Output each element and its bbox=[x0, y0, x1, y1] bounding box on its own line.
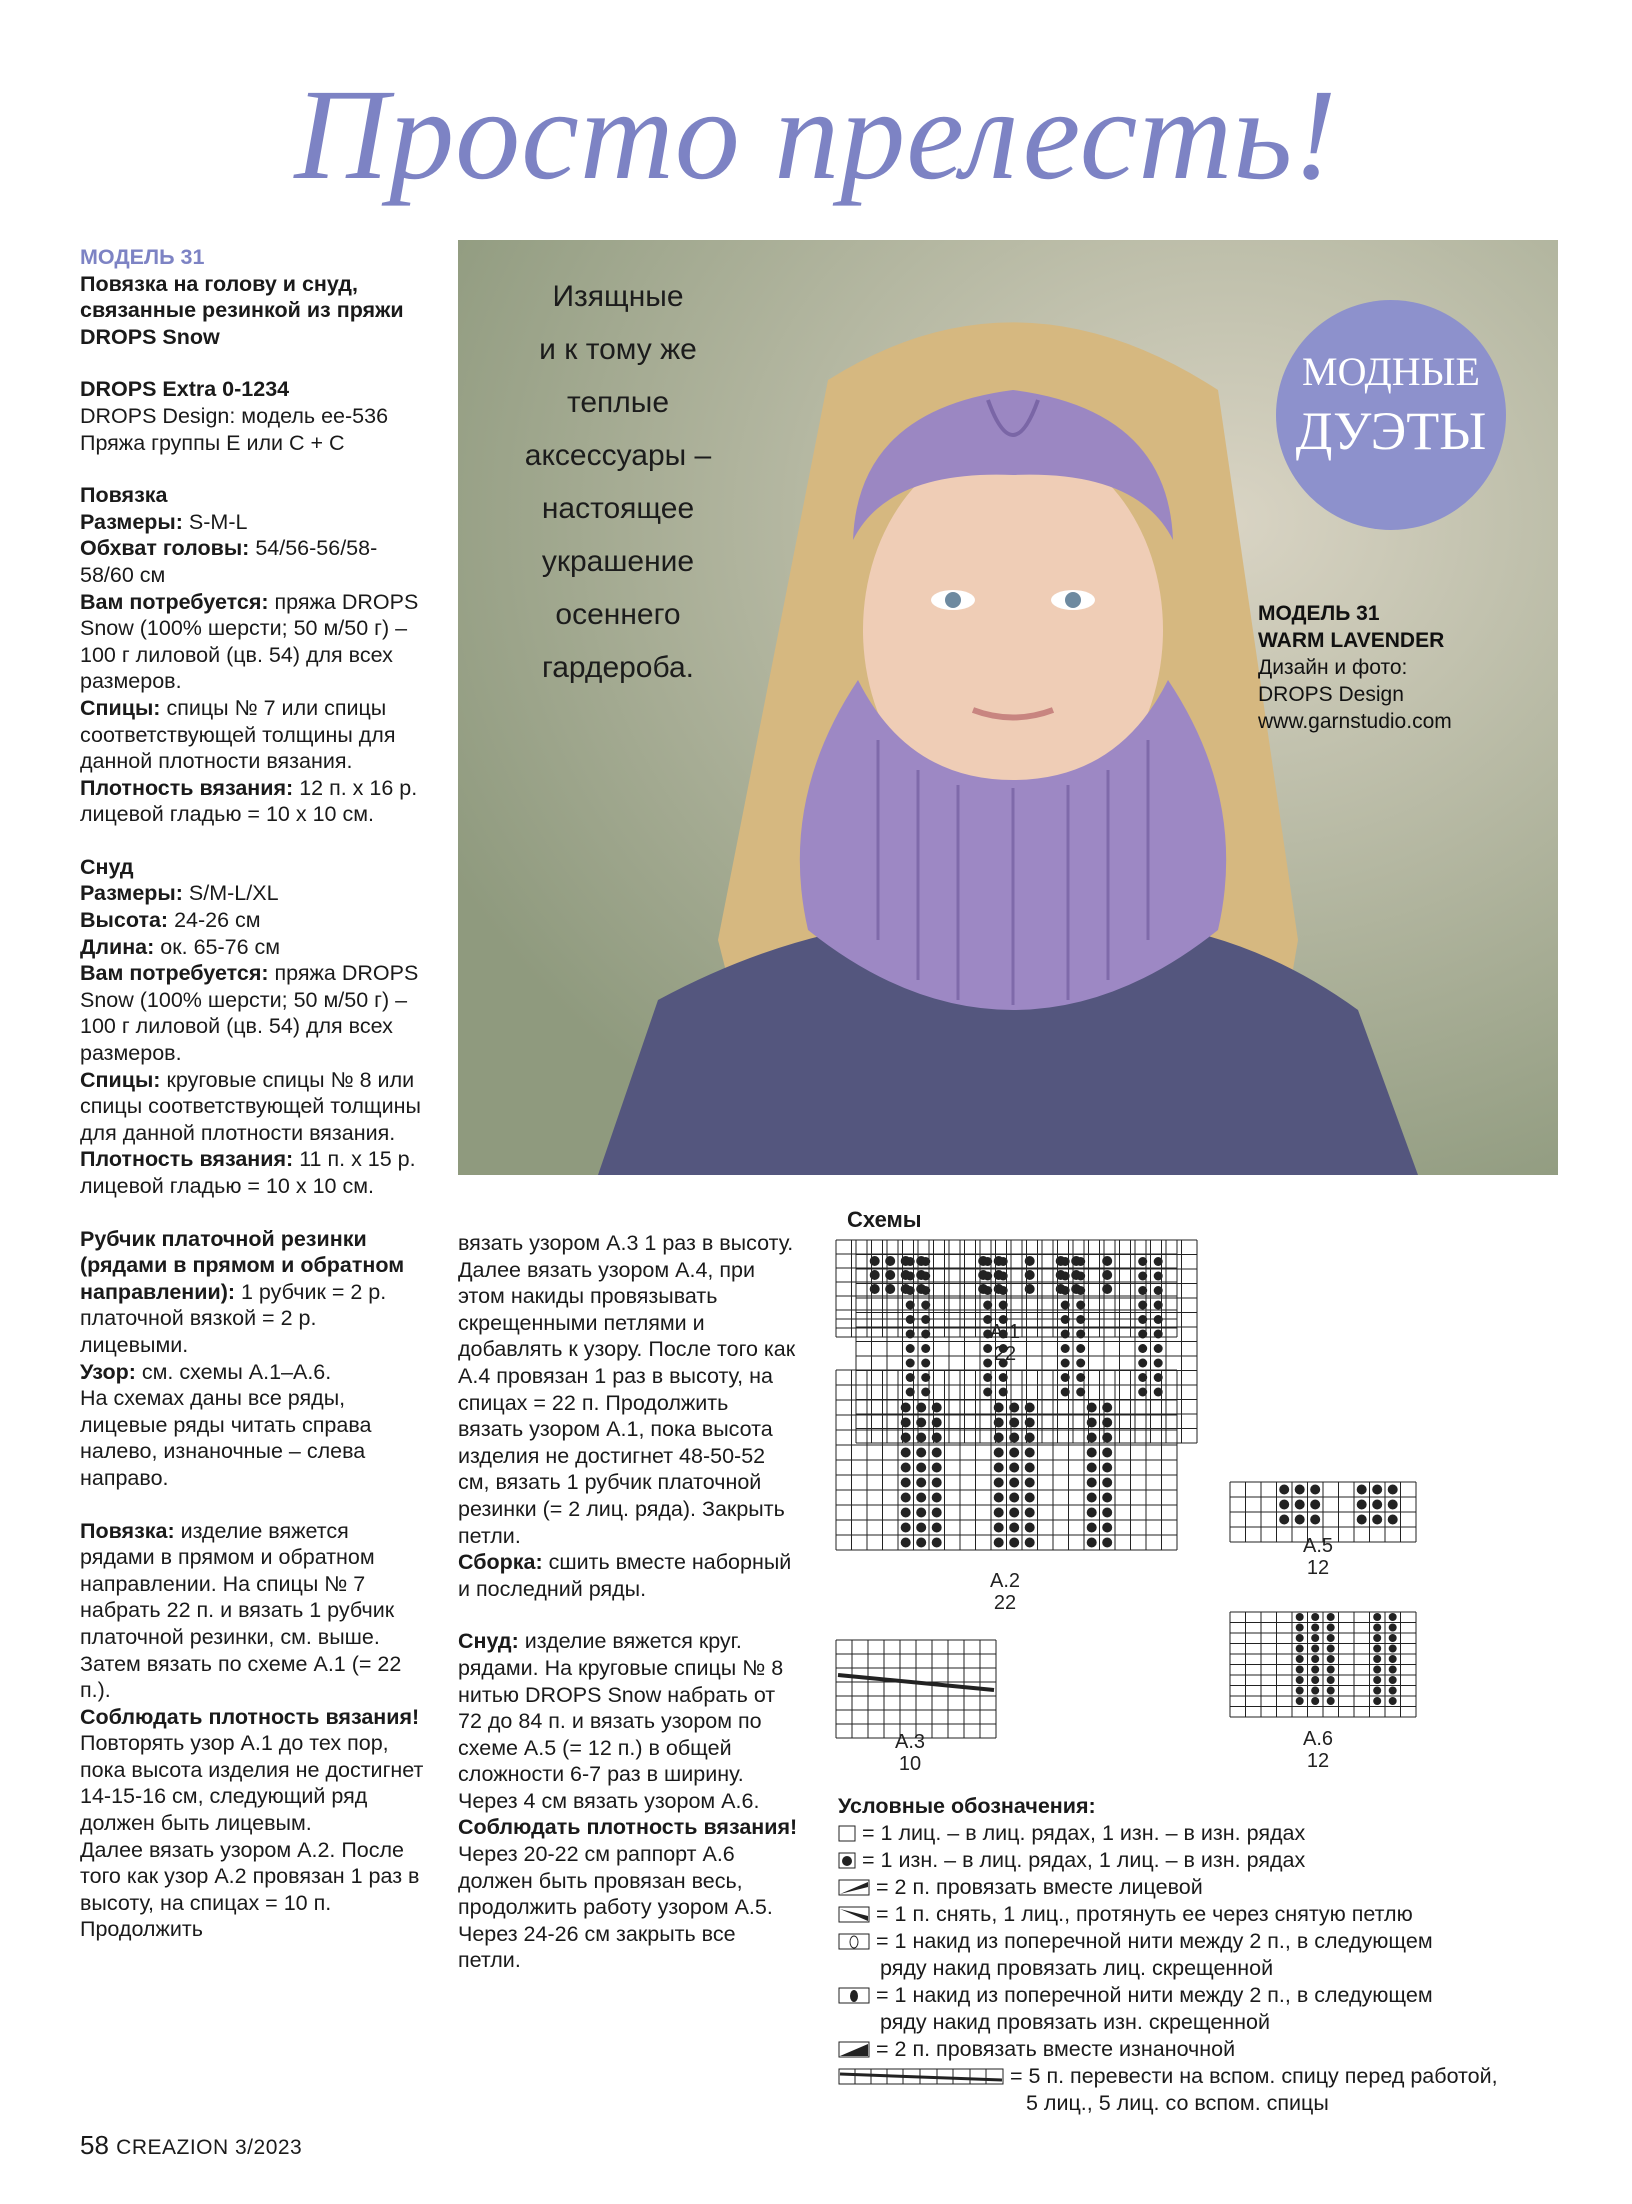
purl-stitch-mark bbox=[983, 1373, 992, 1382]
yarn-group: Пряжа группы E или C + C bbox=[80, 430, 345, 455]
purl-stitch-mark bbox=[983, 1359, 992, 1368]
purl-stitch-mark bbox=[1311, 1624, 1319, 1632]
purl-stitch-mark bbox=[1389, 1676, 1397, 1684]
purl-stitch-mark bbox=[999, 1388, 1008, 1397]
purl-stitch-mark bbox=[1154, 1315, 1163, 1324]
purl-stitch-mark bbox=[994, 1403, 1004, 1413]
purl-stitch-mark bbox=[1087, 1493, 1097, 1503]
legend-skp: = 1 п. снять, 1 лиц., протянуть ее через снятую петлю bbox=[838, 1901, 1628, 1928]
purl-stitch-mark bbox=[921, 1330, 930, 1339]
purl-stitch-mark bbox=[1357, 1500, 1367, 1510]
purl-stitch-mark bbox=[1311, 1613, 1319, 1621]
purl-stitch-mark bbox=[1296, 1624, 1304, 1632]
purl-stitch-mark bbox=[1076, 1388, 1085, 1397]
sn-materials: Вам потребуется: пряжа DROPS Snow (100% шерсти; 50 м/50 г) – 100 г лиловой (цв. 54) для всех размеров. bbox=[80, 961, 419, 1066]
purl-stitch-mark bbox=[916, 1448, 926, 1458]
purl-stitch-mark bbox=[1373, 1613, 1381, 1621]
purl-stitch-mark bbox=[916, 1508, 926, 1518]
purl-stitch-mark bbox=[1279, 1515, 1289, 1525]
purl-stitch-mark bbox=[1373, 1655, 1381, 1663]
purl-stitch-mark bbox=[1373, 1666, 1381, 1674]
purl-stitch-mark bbox=[870, 1270, 880, 1280]
purl-stitch-mark bbox=[1076, 1315, 1085, 1324]
purl-stitch-mark bbox=[1138, 1272, 1147, 1281]
purl-stitch-mark bbox=[1102, 1508, 1112, 1518]
chart-a6 bbox=[1230, 1612, 1416, 1717]
purl-stitch-mark bbox=[921, 1388, 930, 1397]
purl-stitch-mark bbox=[983, 1286, 992, 1295]
purl-stitch-mark bbox=[1087, 1403, 1097, 1413]
a1-label: А.1 bbox=[989, 1321, 1021, 1343]
purl-stitch-mark bbox=[1025, 1256, 1035, 1266]
headband-instructions-3: Далее вязать узором А.2. После того как узор А.2 провязан 1 раз в высоту, на спицах = 10 п. Продолжить bbox=[80, 1837, 420, 1942]
hb-density: Плотность вязания: 12 п. х 16 р. лицевой гладью = 10 х 10 см. bbox=[80, 775, 418, 827]
a6-count: 12 bbox=[1306, 1750, 1330, 1772]
purl-stitch-mark bbox=[1009, 1463, 1019, 1473]
purl-stitch-mark bbox=[906, 1373, 915, 1382]
legend-title: Условные обозначения: bbox=[838, 1794, 1096, 1818]
hb-sizes: Размеры: S-M-L bbox=[80, 509, 248, 534]
purl-stitch-mark bbox=[1061, 1388, 1070, 1397]
snood-instructions: Снуд: изделие вяжется круг. рядами. На круговые спицы № 8 нитью DROPS Snow набрать от 72 до 84 п. и вязать узором по схеме А.5 (= 12 п.) в общей сложности 6-7 раз в ширину. bbox=[458, 1629, 784, 1787]
purl-stitch-mark bbox=[1102, 1418, 1112, 1428]
purl-stitch-mark bbox=[1311, 1655, 1319, 1663]
purl-stitch-mark bbox=[1138, 1301, 1147, 1310]
purl-stitch-mark bbox=[1061, 1373, 1070, 1382]
purl-stitch-mark bbox=[916, 1493, 926, 1503]
purl-stitch-mark bbox=[1311, 1676, 1319, 1684]
legend-yo-purl: = 1 накид из поперечной нити между 2 п., в следующем bbox=[838, 1982, 1628, 2009]
purl-stitch-mark bbox=[901, 1418, 911, 1428]
purl-stitch-mark bbox=[1025, 1538, 1035, 1548]
purl-stitch-mark bbox=[1311, 1687, 1319, 1695]
purl-stitch-mark bbox=[1295, 1515, 1305, 1525]
purl-stitch-mark bbox=[1296, 1655, 1304, 1663]
purl-stitch-mark bbox=[999, 1373, 1008, 1382]
snood-instructions-4: Через 24-26 см закрыть все петли. bbox=[458, 1921, 736, 1973]
purl-stitch-mark bbox=[1087, 1538, 1097, 1548]
purl-stitch-mark bbox=[1327, 1655, 1335, 1663]
purl-stitch-mark bbox=[1154, 1359, 1163, 1368]
purl-stitch-mark bbox=[1087, 1463, 1097, 1473]
purl-stitch-mark bbox=[1295, 1500, 1305, 1510]
pattern-code: DROPS Extra 0-1234 bbox=[80, 377, 290, 402]
legend-yo-knit-2: ряду накид провязать лиц. скрещенной bbox=[880, 1956, 1274, 1980]
fashion-duets-badge: МОДНЫЕ ДУЭТЫ bbox=[1276, 300, 1506, 530]
purl-stitch-mark bbox=[1076, 1330, 1085, 1339]
legend-yo-knit: = 1 накид из поперечной нити между 2 п., в следующем bbox=[838, 1928, 1628, 1955]
purl-stitch-mark bbox=[1025, 1508, 1035, 1518]
purl-stitch-mark bbox=[1311, 1634, 1319, 1642]
purl-stitch-mark bbox=[1102, 1448, 1112, 1458]
purl-stitch-mark bbox=[1372, 1500, 1382, 1510]
purl-stitch-mark bbox=[932, 1523, 942, 1533]
purl-stitch-mark bbox=[1138, 1344, 1147, 1353]
footer bbox=[80, 2130, 302, 2161]
purl-stitch-mark bbox=[906, 1272, 915, 1281]
purl-stitch-mark bbox=[1076, 1344, 1085, 1353]
purl-stitch-mark bbox=[1138, 1315, 1147, 1324]
purl-stitch-mark bbox=[999, 1286, 1008, 1295]
purl-stitch-mark bbox=[1327, 1687, 1335, 1695]
purl-stitch-mark bbox=[916, 1403, 926, 1413]
legend-knit: = 1 лиц. – в лиц. рядах, 1 изн. – в изн. рядах bbox=[838, 1820, 1628, 1847]
purl-stitch-mark bbox=[916, 1523, 926, 1533]
purl-stitch-mark bbox=[1102, 1493, 1112, 1503]
purl-stitch-mark bbox=[932, 1508, 942, 1518]
legend-yo-purl-2: ряду накид провязать изн. скрещенной bbox=[880, 2010, 1271, 2034]
purl-stitch-mark bbox=[1311, 1645, 1319, 1653]
purl-stitch-mark bbox=[901, 1448, 911, 1458]
purl-stitch-mark bbox=[1296, 1676, 1304, 1684]
purl-stitch-mark bbox=[1310, 1500, 1320, 1510]
purl-stitch-mark bbox=[932, 1418, 942, 1428]
purl-stitch-mark bbox=[906, 1344, 915, 1353]
a2-label: А.2 bbox=[989, 1570, 1021, 1592]
purl-stitch-mark bbox=[1373, 1624, 1381, 1632]
purl-stitch-mark bbox=[1327, 1697, 1335, 1705]
purl-stitch-mark bbox=[1009, 1493, 1019, 1503]
purl-stitch-mark bbox=[1373, 1697, 1381, 1705]
purl-stitch-mark bbox=[1076, 1272, 1085, 1281]
purl-stitch-mark bbox=[1102, 1256, 1112, 1266]
rib-definition: Рубчик платочной резинки (рядами в прямом и обратном направлении): 1 рубчик = 2 р. платочной вязкой = 2 р. лицевыми. bbox=[80, 1226, 405, 1357]
purl-stitch-mark bbox=[1138, 1330, 1147, 1339]
purl-stitch-mark bbox=[994, 1538, 1004, 1548]
purl-stitch-mark bbox=[1076, 1301, 1085, 1310]
purl-stitch-mark bbox=[1296, 1645, 1304, 1653]
headband-instructions-2: Повторять узор А.1 до тех пор, пока высота изделия не достигнет 14-15-16 см, следующий ряд должен быть лицевым. bbox=[80, 1731, 424, 1836]
purl-stitch-mark bbox=[885, 1284, 895, 1294]
purl-stitch-mark bbox=[1373, 1645, 1381, 1653]
mid-p1: вязать узором А.3 1 раз в высоту. bbox=[458, 1231, 794, 1255]
purl-stitch-mark bbox=[1154, 1330, 1163, 1339]
purl-stitch-mark bbox=[1025, 1463, 1035, 1473]
purl-stitch-mark bbox=[1061, 1286, 1070, 1295]
purl-stitch-mark bbox=[1061, 1330, 1070, 1339]
purl-stitch-mark bbox=[932, 1538, 942, 1548]
a1-count: 22 bbox=[993, 1343, 1017, 1365]
purl-stitch-mark bbox=[1025, 1523, 1035, 1533]
purl-stitch-mark bbox=[1389, 1624, 1397, 1632]
purl-stitch-mark bbox=[932, 1478, 942, 1488]
a5-count: 12 bbox=[1306, 1557, 1330, 1579]
purl-stitch-mark bbox=[1389, 1697, 1397, 1705]
purl-stitch-mark bbox=[916, 1538, 926, 1548]
purl-stitch-mark bbox=[1373, 1634, 1381, 1642]
a3-label: А.3 bbox=[894, 1731, 926, 1753]
purl-stitch-mark bbox=[1061, 1272, 1070, 1281]
snood-heading: Снуд bbox=[80, 854, 134, 879]
purl-stitch-mark bbox=[1154, 1373, 1163, 1382]
purl-stitch-mark bbox=[921, 1286, 930, 1295]
purl-stitch-mark bbox=[901, 1538, 911, 1548]
purl-stitch-mark bbox=[1357, 1485, 1367, 1495]
purl-stitch-mark bbox=[1076, 1373, 1085, 1382]
a3-count: 10 bbox=[898, 1753, 922, 1775]
purl-stitch-mark bbox=[1025, 1418, 1035, 1428]
purl-stitch-mark bbox=[885, 1256, 895, 1266]
photo-credit: МОДЕЛЬ 31 WARM LAVENDER Дизайн и фото: DROPS Design www.garnstudio.com bbox=[1258, 602, 1452, 733]
purl-stitch-mark bbox=[1311, 1666, 1319, 1674]
purl-stitch-mark bbox=[1296, 1697, 1304, 1705]
purl-stitch-mark bbox=[1061, 1257, 1070, 1266]
hb-head: Обхват головы: 54/56-56/58-58/60 см bbox=[80, 536, 378, 587]
purl-stitch-mark bbox=[1296, 1613, 1304, 1621]
purl-stitch-mark bbox=[1372, 1485, 1382, 1495]
a5-label: А.5 bbox=[1302, 1535, 1334, 1557]
purl-stitch-mark bbox=[1087, 1508, 1097, 1518]
purl-stitch-mark bbox=[1061, 1344, 1070, 1353]
purl-stitch-mark bbox=[870, 1284, 880, 1294]
purl-stitch-mark bbox=[932, 1448, 942, 1458]
purl-stitch-mark bbox=[1102, 1523, 1112, 1533]
purl-stitch-mark bbox=[994, 1448, 1004, 1458]
purl-stitch-mark bbox=[994, 1508, 1004, 1518]
purl-stitch-mark bbox=[1311, 1697, 1319, 1705]
legend-cable-2: 5 лиц., 5 лиц. со вспом. спицы bbox=[1026, 2091, 1329, 2115]
legend-p2tog: = 2 п. провязать вместе изнаночной bbox=[838, 2036, 1628, 2063]
purl-stitch-mark bbox=[1102, 1284, 1112, 1294]
purl-stitch-mark bbox=[994, 1418, 1004, 1428]
purl-stitch-mark bbox=[1102, 1403, 1112, 1413]
purl-stitch-mark bbox=[921, 1272, 930, 1281]
purl-stitch-mark bbox=[994, 1478, 1004, 1488]
purl-stitch-mark bbox=[1296, 1687, 1304, 1695]
photo-caption: Изящные и к тому же теплые аксессуары – настоящее украшение осеннего гардероба. bbox=[524, 280, 712, 684]
purl-stitch-mark bbox=[994, 1433, 1004, 1443]
purl-stitch-mark bbox=[921, 1359, 930, 1368]
purl-stitch-mark bbox=[1296, 1666, 1304, 1674]
purl-stitch-mark bbox=[1061, 1301, 1070, 1310]
purl-stitch-mark bbox=[1009, 1478, 1019, 1488]
keep-density-note: Соблюдать плотность вязания! bbox=[80, 1704, 420, 1729]
purl-stitch-mark bbox=[1388, 1485, 1398, 1495]
purl-stitch-mark bbox=[1076, 1359, 1085, 1368]
purl-stitch-mark bbox=[1061, 1315, 1070, 1324]
legend-k2tog: = 2 п. провязать вместе лицевой bbox=[838, 1874, 1628, 1901]
purl-stitch-mark bbox=[983, 1388, 992, 1397]
purl-stitch-mark bbox=[916, 1463, 926, 1473]
purl-stitch-mark bbox=[901, 1523, 911, 1533]
purl-stitch-mark bbox=[901, 1493, 911, 1503]
purl-stitch-mark bbox=[1009, 1418, 1019, 1428]
purl-stitch-mark bbox=[994, 1523, 1004, 1533]
legend-purl: = 1 изн. – в лиц. рядах, 1 лиц. – в изн. рядах bbox=[838, 1847, 1628, 1874]
purl-stitch-mark bbox=[921, 1373, 930, 1382]
hb-needles: Спицы: спицы № 7 или спицы соответствующей толщины для данной плотности вязания. bbox=[80, 695, 396, 774]
purl-stitch-mark bbox=[1087, 1478, 1097, 1488]
purl-stitch-mark bbox=[916, 1478, 926, 1488]
purl-stitch-mark bbox=[906, 1330, 915, 1339]
purl-stitch-mark bbox=[983, 1257, 992, 1266]
purl-stitch-mark bbox=[1087, 1433, 1097, 1443]
legend-cable: = 5 п. перевести на вспом. спицу перед работой, bbox=[838, 2063, 1628, 2090]
purl-stitch-mark bbox=[1327, 1613, 1335, 1621]
purl-stitch-mark bbox=[1025, 1493, 1035, 1503]
hb-materials: Вам потребуется: пряжа DROPS Snow (100% шерсти; 50 м/50 г) – 100 г лиловой (цв. 54) для всех размеров. bbox=[80, 589, 419, 694]
purl-stitch-mark bbox=[1138, 1373, 1147, 1382]
purl-stitch-mark bbox=[1295, 1485, 1305, 1495]
purl-stitch-mark bbox=[906, 1359, 915, 1368]
snood-instructions-3: Через 20-22 см раппорт А.6 должен быть провязан весь, продолжить работу узором А.5. bbox=[458, 1842, 773, 1920]
purl-stitch-mark bbox=[1102, 1463, 1112, 1473]
model-photo bbox=[458, 240, 1558, 1175]
sn-sizes: Размеры: S/M-L/XL bbox=[80, 881, 279, 906]
sn-height: Высота: 24-26 см bbox=[80, 908, 261, 933]
purl-stitch-mark bbox=[932, 1433, 942, 1443]
schemes-title: Схемы bbox=[847, 1207, 922, 1232]
purl-stitch-mark bbox=[1087, 1523, 1097, 1533]
knitting-charts bbox=[830, 1230, 1620, 1790]
purl-stitch-mark bbox=[921, 1257, 930, 1266]
model-number: МОДЕЛЬ 31 bbox=[80, 245, 205, 269]
purl-stitch-mark bbox=[983, 1272, 992, 1281]
purl-stitch-mark bbox=[1009, 1433, 1019, 1443]
purl-stitch-mark bbox=[1389, 1645, 1397, 1653]
purl-stitch-mark bbox=[1279, 1500, 1289, 1510]
snood-instructions-2: Через 4 см вязать узором А.6. Соблюдать плотность вязания! bbox=[458, 1788, 798, 1840]
purl-stitch-mark bbox=[916, 1418, 926, 1428]
purl-stitch-mark bbox=[901, 1508, 911, 1518]
purl-stitch-mark bbox=[1076, 1286, 1085, 1295]
sn-needles: Спицы: круговые спицы № 8 или спицы соответствующей толщины для данной плотности вязания. bbox=[80, 1067, 421, 1145]
purl-stitch-mark bbox=[921, 1315, 930, 1324]
purl-stitch-mark bbox=[906, 1286, 915, 1295]
purl-stitch-mark bbox=[1138, 1388, 1147, 1397]
purl-stitch-mark bbox=[932, 1463, 942, 1473]
purl-stitch-mark bbox=[1388, 1500, 1398, 1510]
purl-stitch-mark bbox=[1389, 1613, 1397, 1621]
purl-stitch-mark bbox=[1025, 1270, 1035, 1280]
purl-stitch-mark bbox=[1025, 1478, 1035, 1488]
purl-stitch-mark bbox=[1154, 1301, 1163, 1310]
purl-stitch-mark bbox=[1154, 1257, 1163, 1266]
a6-label: А.6 bbox=[1302, 1728, 1334, 1750]
purl-stitch-mark bbox=[1327, 1645, 1335, 1653]
a2-count: 22 bbox=[993, 1592, 1017, 1614]
purl-stitch-mark bbox=[1025, 1284, 1035, 1294]
purl-stitch-mark bbox=[983, 1301, 992, 1310]
page-number: 58 bbox=[80, 2130, 109, 2160]
legend bbox=[838, 1793, 1628, 2117]
assembly: Сборка: сшить вместе наборный и последний ряды. bbox=[458, 1550, 792, 1601]
purl-stitch-mark bbox=[885, 1270, 895, 1280]
purl-stitch-mark bbox=[1009, 1523, 1019, 1533]
purl-stitch-mark bbox=[1310, 1485, 1320, 1495]
purl-stitch-mark bbox=[906, 1257, 915, 1266]
sn-density: Плотность вязания: 11 п. х 15 р. лицевой гладью = 10 х 10 см. bbox=[80, 1147, 416, 1198]
purl-stitch-mark bbox=[870, 1256, 880, 1266]
purl-stitch-mark bbox=[1389, 1666, 1397, 1674]
purl-stitch-mark bbox=[906, 1388, 915, 1397]
purl-stitch-mark bbox=[1154, 1286, 1163, 1295]
purl-stitch-mark bbox=[1009, 1508, 1019, 1518]
purl-stitch-mark bbox=[1138, 1286, 1147, 1295]
purl-stitch-mark bbox=[921, 1344, 930, 1353]
purl-stitch-mark bbox=[901, 1478, 911, 1488]
purl-stitch-mark bbox=[1327, 1676, 1335, 1684]
purl-stitch-mark bbox=[1327, 1666, 1335, 1674]
purl-stitch-mark bbox=[1102, 1538, 1112, 1548]
purl-stitch-mark bbox=[1087, 1448, 1097, 1458]
purl-stitch-mark bbox=[1327, 1634, 1335, 1642]
mid-p2: Далее вязать узором А.4, при этом накиды провязывать скрещенными петлями и добавлять к узору. После того как А.4 провязан 1 раз в высоту, на спицах = 22 п. Продолжить вязать узором А.1, пока высота изделия не достигнет 48-50-52 см, вязать 1 рубчик платочной резинки (= 2 лиц. ряда). Закрыть петли. bbox=[458, 1257, 796, 1548]
purl-stitch-mark bbox=[1373, 1676, 1381, 1684]
purl-stitch-mark bbox=[1154, 1272, 1163, 1281]
headband-heading: Повязка bbox=[80, 483, 168, 508]
design-info: DROPS Design: модель ee-536 bbox=[80, 403, 389, 428]
model-subtitle: Повязка на голову и снуд, связанные резинкой из пряжи DROPS Snow bbox=[80, 271, 404, 349]
purl-stitch-mark bbox=[1102, 1478, 1112, 1488]
purl-stitch-mark bbox=[916, 1433, 926, 1443]
purl-stitch-mark bbox=[1327, 1624, 1335, 1632]
purl-stitch-mark bbox=[1138, 1257, 1147, 1266]
purl-stitch-mark bbox=[932, 1493, 942, 1503]
purl-stitch-mark bbox=[932, 1403, 942, 1413]
purl-stitch-mark bbox=[1372, 1515, 1382, 1525]
purl-stitch-mark bbox=[1025, 1448, 1035, 1458]
purl-stitch-mark bbox=[1087, 1418, 1097, 1428]
purl-stitch-mark bbox=[1389, 1634, 1397, 1642]
pattern-note: На схемах даны все ряды, лицевые ряды читать справа налево, изнаночные – слева направо. bbox=[80, 1386, 372, 1490]
purl-stitch-mark bbox=[901, 1403, 911, 1413]
purl-stitch-mark bbox=[999, 1272, 1008, 1281]
a4-label bbox=[856, 1230, 886, 1231]
purl-stitch-mark bbox=[1138, 1359, 1147, 1368]
left-column bbox=[80, 244, 425, 1943]
purl-stitch-mark bbox=[906, 1301, 915, 1310]
purl-stitch-mark bbox=[1009, 1538, 1019, 1548]
purl-stitch-mark bbox=[906, 1315, 915, 1324]
purl-stitch-mark bbox=[983, 1344, 992, 1353]
purl-stitch-mark bbox=[921, 1301, 930, 1310]
purl-stitch-mark bbox=[1025, 1403, 1035, 1413]
purl-stitch-mark bbox=[994, 1493, 1004, 1503]
purl-stitch-mark bbox=[1102, 1270, 1112, 1280]
purl-stitch-mark bbox=[1102, 1433, 1112, 1443]
purl-stitch-mark bbox=[1025, 1433, 1035, 1443]
purl-stitch-mark bbox=[1296, 1634, 1304, 1642]
magazine-issue: CREAZION 3/2023 bbox=[116, 2136, 303, 2159]
purl-stitch-mark bbox=[1279, 1485, 1289, 1495]
purl-stitch-mark bbox=[1061, 1359, 1070, 1368]
purl-stitch-mark bbox=[1154, 1344, 1163, 1353]
purl-stitch-mark bbox=[1388, 1515, 1398, 1525]
purl-stitch-mark bbox=[1009, 1403, 1019, 1413]
purl-stitch-mark bbox=[994, 1463, 1004, 1473]
headband-instructions: Повязка: изделие вяжется рядами в прямом и обратном направлении. На спицы № 7 набрать 22 п. и вязать 1 рубчик платочной резинки, см. выше. Затем вязать по схеме А.1 (= 22 п.). bbox=[80, 1518, 402, 1703]
purl-stitch-mark bbox=[901, 1433, 911, 1443]
purl-stitch-mark bbox=[1357, 1515, 1367, 1525]
purl-stitch-mark bbox=[1389, 1687, 1397, 1695]
purl-stitch-mark bbox=[999, 1257, 1008, 1266]
purl-stitch-mark bbox=[999, 1301, 1008, 1310]
purl-stitch-mark bbox=[1389, 1655, 1397, 1663]
purl-stitch-mark bbox=[1373, 1687, 1381, 1695]
purl-stitch-mark bbox=[1154, 1388, 1163, 1397]
purl-stitch-mark bbox=[1009, 1448, 1019, 1458]
purl-stitch-mark bbox=[1310, 1515, 1320, 1525]
purl-stitch-mark bbox=[1076, 1257, 1085, 1266]
page-title: Просто прелесть! bbox=[294, 63, 1338, 207]
pattern-ref: Узор: см. схемы А.1–А.6. bbox=[80, 1359, 332, 1384]
sn-length: Длина: ок. 65-76 см bbox=[80, 934, 281, 959]
middle-column bbox=[458, 1230, 798, 1974]
purl-stitch-mark bbox=[901, 1463, 911, 1473]
